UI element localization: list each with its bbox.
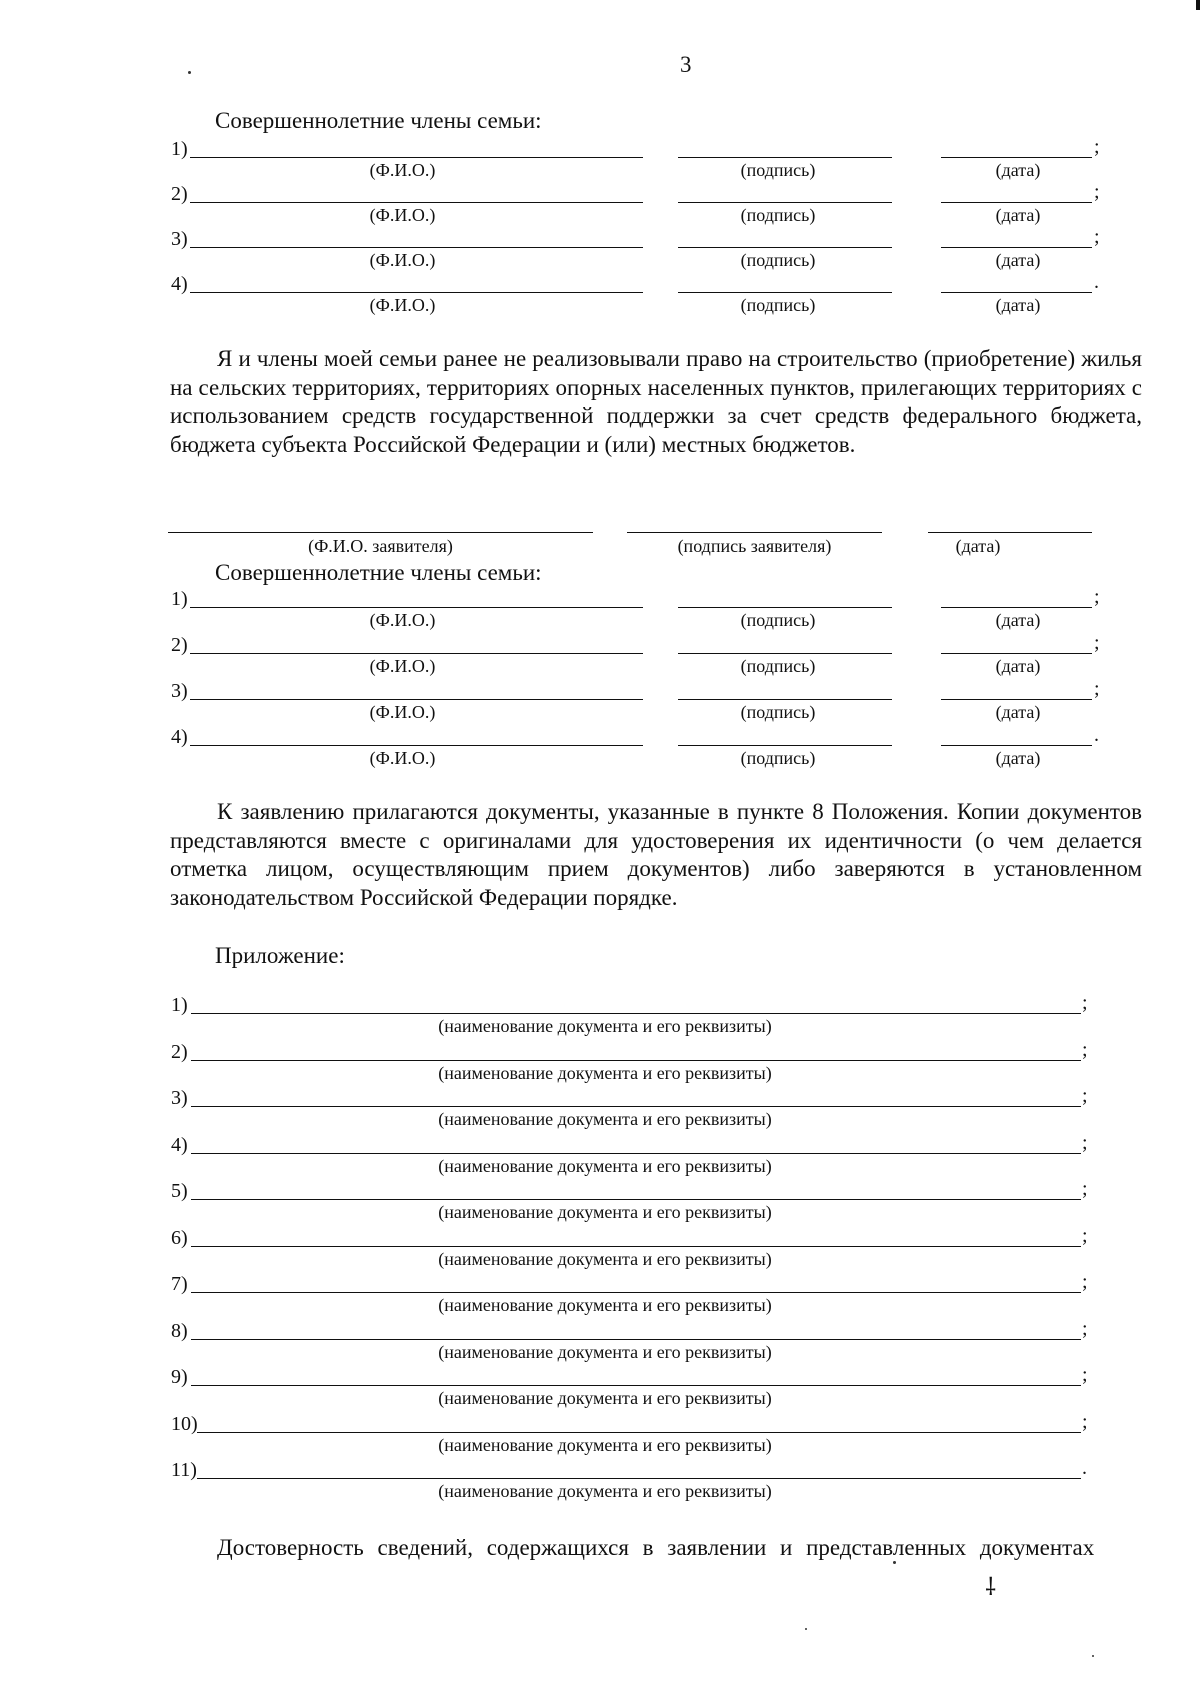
document-caption: (наименование документа и его реквизиты) [438, 1341, 772, 1362]
signature-line[interactable] [678, 699, 892, 700]
family-heading: Совершеннолетние члены семьи: [215, 108, 542, 133]
scan-speck [805, 1628, 807, 1630]
appendix-item-number: 5) [171, 1180, 188, 1202]
page-number: 3 [680, 52, 692, 77]
appendix-item-end: ; [1082, 1271, 1088, 1293]
date-caption: (дата) [995, 160, 1041, 180]
row-end-mark: ; [1094, 586, 1100, 608]
appendix-item-end: ; [1082, 1131, 1088, 1154]
name-line[interactable] [190, 157, 643, 158]
signature-line[interactable] [678, 745, 892, 746]
document-caption: (наименование документа и его реквизиты) [438, 1434, 772, 1455]
signature-caption: (подпись) [740, 748, 816, 768]
row-number: 3) [171, 680, 188, 702]
name-line[interactable] [190, 699, 643, 700]
appendix-item-number: 2) [171, 1040, 188, 1063]
appendix-item-end: ; [1082, 1224, 1088, 1247]
document-line[interactable] [191, 1385, 1081, 1386]
date-line[interactable] [941, 292, 1092, 293]
name-caption: (Ф.И.О.) [369, 656, 436, 676]
appendix-item-end: . [1082, 1457, 1087, 1479]
date-line[interactable] [941, 745, 1092, 746]
row-number: 2) [171, 634, 188, 656]
date-line[interactable] [941, 699, 1092, 700]
date-caption: (дата) [995, 702, 1041, 722]
name-caption: (Ф.И.О.) [369, 295, 436, 315]
name-caption: (Ф.И.О.) [369, 748, 436, 768]
document-caption: (наименование документа и его реквизиты) [438, 1202, 772, 1222]
signature-line[interactable] [678, 202, 892, 203]
name-line[interactable] [190, 653, 643, 654]
signature-caption: (подпись) [740, 702, 816, 722]
scan-mark-icon: ⸸ [985, 1575, 997, 1601]
date-caption: (дата) [995, 295, 1041, 315]
document-line[interactable] [191, 1339, 1081, 1340]
date-line[interactable] [941, 202, 1092, 203]
appendix-item-end: ; [1082, 1085, 1088, 1107]
appendix-item-number: 3) [171, 1087, 188, 1109]
statement-text: Я и члены моей семьи ранее не реализовывали право на строительство (приобретение) жилья на сельских территориях, территориях опорных населенных пунктов, прилегающих территориях с использованием средств государственной поддержки за счет средств федерального бюджета, бюджета субъекта Российской Федерации и (или) местных бюджетов. [170, 346, 1142, 457]
document-caption: (наименование документа и его реквизиты) [438, 1248, 772, 1269]
row-number: 4) [171, 726, 188, 748]
row-end-mark: ; [1094, 678, 1100, 700]
scan-speck [1092, 1655, 1094, 1657]
date-caption: (дата) [995, 250, 1041, 270]
appendix-item-number: 4) [171, 1133, 188, 1156]
date-caption: (дата) [995, 205, 1041, 225]
signature-caption: (подпись) [740, 250, 816, 270]
date-caption: (дата) [995, 748, 1041, 768]
scan-edge [1196, 0, 1200, 10]
appendix-item-number: 11) [171, 1459, 197, 1481]
name-line[interactable] [190, 745, 643, 746]
date-caption: (дата) [995, 610, 1041, 630]
signature-caption: (подпись) [740, 160, 816, 180]
name-line[interactable] [190, 607, 643, 608]
document-caption: (наименование документа и его реквизиты) [438, 1062, 772, 1083]
document-line[interactable] [191, 1246, 1081, 1247]
signature-caption: (подпись) [740, 610, 816, 630]
row-end-mark: ; [1094, 226, 1100, 248]
signature-line[interactable] [678, 247, 892, 248]
name-caption: (Ф.И.О.) [369, 160, 436, 180]
document-caption: (наименование документа и его реквизиты) [438, 1016, 772, 1036]
date-caption: (дата) [995, 656, 1041, 676]
closing-paragraph [170, 1534, 1142, 1563]
document-line[interactable] [191, 1106, 1081, 1107]
name-line[interactable] [190, 292, 643, 293]
documents-text: К заявлению прилагаются документы, указанные в пункте 8 Положения. Копии документов представляются вместе с оригиналами для удостоверения их идентичности (о чем делается отметка лицом, осуществляющим прием документов) либо заверяются в установленном законодательством Российской Федерации порядке. [170, 799, 1142, 910]
appendix-item-end: ; [1082, 1317, 1088, 1340]
row-end-mark: . [1094, 271, 1099, 293]
row-end-mark: ; [1094, 181, 1100, 203]
date-line[interactable] [941, 247, 1092, 248]
document-caption: (наименование документа и его реквизиты) [438, 1481, 772, 1501]
name-caption: (Ф.И.О.) [369, 250, 436, 270]
name-caption: (Ф.И.О.) [369, 205, 436, 225]
row-number: 1) [171, 588, 188, 610]
signature-caption: (подпись) [740, 295, 816, 315]
document-line[interactable] [191, 1292, 1081, 1293]
statement-paragraph [170, 345, 1142, 459]
applicant-date-caption: (дата) [955, 536, 1001, 556]
applicant-signature-caption: (подпись заявителя) [677, 536, 832, 556]
appendix-item-end: ; [1082, 1178, 1088, 1200]
signature-line[interactable] [678, 607, 892, 608]
row-number: 2) [171, 183, 188, 205]
applicant-name-caption: (Ф.И.О. заявителя) [308, 536, 453, 556]
scan-speck [893, 1561, 896, 1564]
document-caption: (наименование документа и его реквизиты) [438, 1295, 772, 1315]
row-end-mark: ; [1094, 136, 1100, 158]
closing-text: Достоверность сведений, содержащихся в заявлении и представленных документах [217, 1535, 1095, 1560]
row-end-mark: . [1094, 724, 1099, 746]
appendix-item-number: 10) [171, 1412, 198, 1435]
signature-caption: (подпись) [740, 205, 816, 225]
document-line[interactable] [191, 1199, 1081, 1200]
document-line[interactable] [191, 1153, 1081, 1154]
documents-paragraph [170, 798, 1142, 912]
appendix-item-number: 1) [171, 994, 188, 1016]
appendix-heading: Приложение: [215, 943, 345, 968]
name-line[interactable] [190, 247, 643, 248]
scan-speck [188, 71, 191, 74]
signature-line[interactable] [678, 157, 892, 158]
document-caption: (наименование документа и его реквизиты) [438, 1388, 772, 1408]
name-caption: (Ф.И.О.) [369, 702, 436, 722]
document-line[interactable] [197, 1478, 1081, 1479]
document-caption: (наименование документа и его реквизиты) [438, 1109, 772, 1129]
signature-caption: (подпись) [740, 656, 816, 676]
date-line[interactable] [941, 653, 1092, 654]
document-line[interactable] [191, 1013, 1081, 1014]
appendix-item-end: ; [1082, 992, 1088, 1014]
row-end-mark: ; [1094, 632, 1100, 654]
appendix-item-end: ; [1082, 1364, 1088, 1386]
signature-line[interactable] [678, 653, 892, 654]
appendix-item-number: 7) [171, 1273, 188, 1295]
appendix-item-number: 6) [171, 1226, 188, 1249]
name-line[interactable] [190, 202, 643, 203]
row-number: 4) [171, 273, 188, 295]
applicant-signature-line[interactable] [627, 532, 882, 533]
appendix-item-number: 8) [171, 1319, 188, 1342]
row-number: 1) [171, 138, 188, 160]
date-line[interactable] [941, 157, 1092, 158]
applicant-date-line[interactable] [928, 532, 1092, 533]
document-line[interactable] [197, 1432, 1081, 1433]
applicant-name-line[interactable] [168, 532, 593, 533]
date-line[interactable] [941, 607, 1092, 608]
document-line[interactable] [191, 1060, 1081, 1061]
document-caption: (наименование документа и его реквизиты) [438, 1155, 772, 1176]
family2-heading: Совершеннолетние члены семьи: [215, 560, 542, 585]
name-caption: (Ф.И.О.) [369, 610, 436, 630]
appendix-item-number: 9) [171, 1366, 188, 1388]
signature-line[interactable] [678, 292, 892, 293]
appendix-item-end: ; [1082, 1038, 1088, 1061]
appendix-item-end: ; [1082, 1410, 1088, 1433]
row-number: 3) [171, 228, 188, 250]
